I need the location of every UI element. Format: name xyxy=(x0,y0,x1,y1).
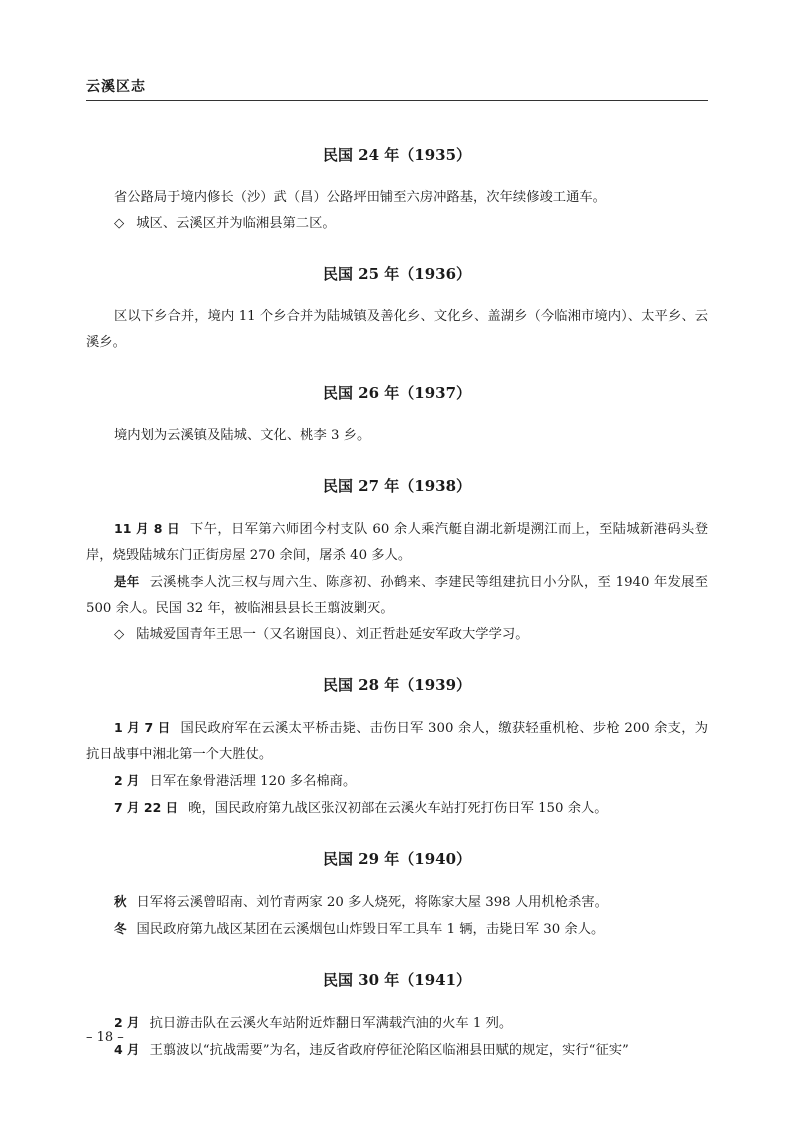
year-heading: 民国 26 年（1937） xyxy=(322,384,472,402)
year-section xyxy=(86,674,708,822)
entry-date: 11 月 8 日 xyxy=(114,521,181,536)
entry-text: 王翦波以“抗战需要”为名，违反省政府停征沦陷区临湘县田赋的规定，实行“征实” xyxy=(149,1043,629,1058)
entry-date: 7 月 22 日 xyxy=(114,800,179,815)
year-section xyxy=(86,382,708,449)
year-section xyxy=(86,475,708,648)
year-heading: 民国 27 年（1938） xyxy=(322,477,472,495)
entry-text: 城区、云溪区并为临湘县第二区。 xyxy=(136,216,336,231)
entry-text: 日军在象骨港活埋 120 多名棉商。 xyxy=(149,774,357,789)
entry-text: 区以下乡合并，境内 11 个乡合并为陆城镇及善化乡、文化乡、盖湖乡（今临湘市境内）、太平乡、云溪乡。 xyxy=(86,309,708,350)
year-section xyxy=(86,144,708,237)
entry-text: 抗日游击队在云溪火车站附近炸翻日军满载汽油的火车 1 列。 xyxy=(149,1016,513,1031)
entry-date: 是年 xyxy=(114,574,140,589)
entry-text: 下午，日军第六师团今村支队 60 余人乘汽艇自湖北新堤溯江而上，至陆城新港码头登岸，烧毁陆城东门正街房屋 270 余间，屠杀 40 多人。 xyxy=(86,522,708,563)
entry-date: 2 月 xyxy=(114,1015,140,1030)
chronicle-entry xyxy=(86,1010,708,1037)
chronicle-entry xyxy=(86,569,708,622)
year-section xyxy=(86,969,708,1064)
entry-text: 省公路局于境内修长（沙）武（昌）公路坪田铺至六房冲路基，次年续修竣工通车。 xyxy=(114,190,606,205)
entry-date: 1 月 7 日 xyxy=(114,720,171,735)
entry-text: 国民政府第九战区某团在云溪烟包山炸毁日军工具车 1 辆，击毙日军 30 余人。 xyxy=(136,922,605,937)
chronicle-content xyxy=(86,130,708,1090)
chronicle-entry xyxy=(86,211,708,237)
entry-text: 云溪桃李人沈三权与周六生、陈彦初、孙鹤来、李建民等组建抗日小分队，至 1940 年发展至 500 余人。民国 32 年，被临湘县县长王翦波剿灭。 xyxy=(86,575,708,616)
year-section xyxy=(86,263,708,356)
entry-text: 陆城爱国青年王思一（又名谢国良）、刘正哲赴延安军政大学学习。 xyxy=(136,627,529,642)
chronicle-entry xyxy=(86,622,708,648)
running-header xyxy=(86,76,708,96)
year-section xyxy=(86,848,708,943)
entry-text: 境内划为云溪镇及陆城、文化、桃李 3 乡。 xyxy=(114,428,371,443)
chronicle-entry xyxy=(86,715,708,768)
diamond-bullet-icon: ◇ xyxy=(114,627,125,642)
chronicle-entry xyxy=(86,516,708,569)
year-heading: 民国 30 年（1941） xyxy=(322,971,472,989)
chronicle-entry xyxy=(86,185,708,211)
chronicle-entry xyxy=(86,1037,708,1064)
entry-text: 晚，国民政府第九战区张汉初部在云溪火车站打死打伤日军 150 余人。 xyxy=(188,801,608,816)
year-heading: 民国 25 年（1936） xyxy=(322,265,472,283)
entry-date: 2 月 xyxy=(114,773,140,788)
entry-text: 国民政府军在云溪太平桥击毙、击伤日军 300 余人，缴获轻重机枪、步枪 200 余支，为抗日战事中湘北第一个大胜仗。 xyxy=(86,721,708,762)
chronicle-entry xyxy=(86,423,708,449)
chronicle-entry xyxy=(86,795,708,822)
header-rule xyxy=(86,100,708,101)
chronicle-entry xyxy=(86,304,708,356)
diamond-bullet-icon: ◇ xyxy=(114,216,125,231)
entry-date: 4 月 xyxy=(114,1042,140,1057)
year-heading: 民国 29 年（1940） xyxy=(322,850,472,868)
page-number: – 18 – xyxy=(86,1030,124,1045)
book-title: 云溪区志 xyxy=(86,79,146,95)
year-heading: 民国 24 年（1935） xyxy=(322,146,472,164)
entry-date: 秋 xyxy=(114,894,127,909)
entry-text: 日军将云溪曾昭南、刘竹青两家 20 多人烧死，将陈家大屋 398 人用机枪杀害。 xyxy=(136,895,608,910)
chronicle-entry xyxy=(86,768,708,795)
entry-date: 冬 xyxy=(114,921,127,936)
chronicle-entry xyxy=(86,889,708,916)
year-heading: 民国 28 年（1939） xyxy=(322,676,472,694)
chronicle-entry xyxy=(86,916,708,943)
